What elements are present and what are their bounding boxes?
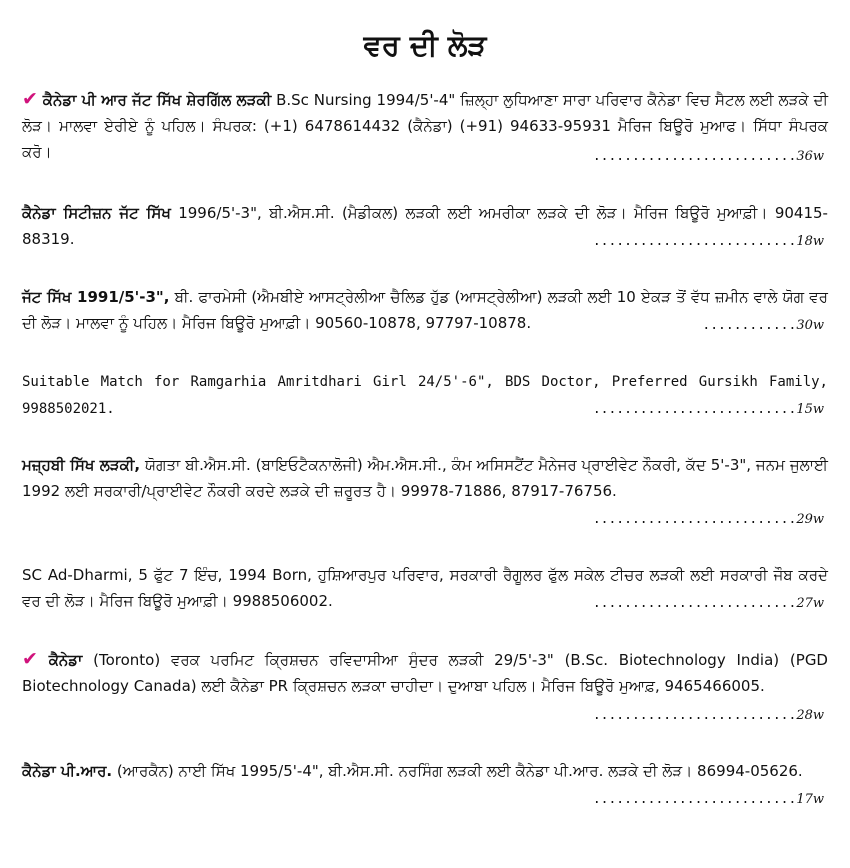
ad-reference: [593, 510, 824, 530]
ad-body: Suitable Match for Ramgarhia Amritdhari Girl 24/5'-6", BDS Doctor, Preferred Gursikh Family, 9988502021.: [22, 374, 828, 417]
ad-code: 17w: [796, 792, 824, 807]
dot-leader: ..........................: [592, 708, 797, 723]
ad-code: 15w: [796, 402, 824, 417]
ad-body: ਬੀ. ਫਾਰਮੇਸੀ (ਐਮਬੀਏ ਆਸਟ੍ਰੇਲੀਆ ਚੈਲਿਡ ਹੁੱਡ (ਆਸਟ੍ਰੇਲੀਆ) ਲੜਕੀ ਲਈ 10 ਏਕੜ ਤੋਂ ਵੱਧ ਜ਼ਮੀਨ ਵਾਲੇ ਯੋਗ ਵਰ ਦੀ ਲੋੜ। ਮਾਲਵਾ ਨੂੰ ਪਹਿਲ। ਮੈਰਿਜ ਬਿਊਰੋ ਮੁਆਫ਼ੀ। 90560-10878, 97797-10878.: [22, 288, 828, 332]
ad-reference: [593, 594, 824, 614]
ad-body: B.Sc Nursing 1994/5'-4" ਜ਼ਿਲ੍ਹਾ ਲੁਧਿਆਣਾ ਸਾਰਾ ਪਰਿਵਾਰ ਕੈਨੇਡਾ ਵਿਚ ਸੈਟਲ ਲਈ ਲੜਕੇ ਦੀ ਲੋੜ। ਮਾਲਵਾ ਏਰੀਏ ਨੂੰ ਪਹਿਲ। ਸੰਪਰਕ: (+1) 6478614432 (ਕੈਨੇਡਾ) (+91) 94633-95931 ਮੈਰਿਜ ਬਿਊਰੋ ਮੁਆਫ। ਸਿੱਧਾ ਸੰਪਰਕ ਕਰੋ।: [22, 91, 828, 161]
ad-code: 27w: [796, 596, 824, 611]
ad-reference: [702, 316, 824, 336]
ad-body: SC Ad-Dharmi, 5 ਫੁੱਟ 7 ਇੰਚ, 1994 Born, ਹੁਸ਼ਿਆਰਪੁਰ ਪਰਿਵਾਰ, ਸਰਕਾਰੀ ਰੈਗੂਲਰ ਫੁੱਲ ਸਕੇਲ ਟੀਚਰ ਲੜਕੀ ਲਈ ਸਰਕਾਰੀ ਜੌਬ ਕਰਦੇ ਵਰ ਦੀ ਲੋੜ। ਮੈਰਿਜ ਬਿਊਰੋ ਮੁਆਫ਼ੀ। 9988506002.: [22, 566, 828, 610]
dot-leader: ..........................: [592, 234, 797, 249]
ad-body: ਯੋਗਤਾ ਬੀ.ਐਸ.ਸੀ. (ਬਾਇਓਟੈਕਨਾਲੋਜੀ) ਐਮ.ਐਸ.ਸੀ., ਕੰਮ ਅਸਿਸਟੈਂਟ ਮੈਨੇਜਰ ਪ੍ਰਾਈਵੇਟ ਨੌਕਰੀ, ਕੱਦ 5'-3", ਜਨਮ ਜੁਲਾਈ 1992 ਲਈ ਸਰਕਾਰੀ/ਪ੍ਰਾਈਵੇਟ ਨੌਕਰੀ ਕਰਦੇ ਲੜਕੇ ਦੀ ਜ਼ਰੂਰਤ ਹੈ। 99978-71886, 87917-76756.: [22, 456, 828, 500]
ad-5: [22, 452, 828, 504]
ad-body: (Toronto) ਵਰਕ ਪਰਮਿਟ ਕ੍ਰਿਸ਼ਚਨ ਰਵਿਦਾਸੀਆ ਸੁੰਦਰ ਲੜਕੀ 29/5'-3" (B.Sc. Biotechnology India) (PGD Biotechnology Canada) ਲਈ ਕੈਨੇਡਾ PR ਕ੍ਰਿਸ਼ਚਨ ਲੜਕਾ ਚਾਹੀਦਾ। ਦੁਆਬਾ ਪਹਿਲ। ਮੈਰਿਜ ਬਿਊਰੋ ਮੁਆਫ਼, 9465466005.: [22, 651, 828, 695]
ad-code: 29w: [796, 512, 824, 527]
ad-lead: ਕੈਨੇਡਾ: [48, 651, 83, 669]
ad-8: [22, 758, 828, 784]
ad-lead: ਮਜ਼੍ਹਬੀ ਸਿੱਖ ਲੜਕੀ,: [22, 456, 141, 474]
dot-leader: ..........................: [592, 149, 797, 164]
ad-lead: ਕੈਨੇਡਾ ਪੀ ਆਰ ਜੱਟ ਸਿੱਖ ਸ਼ੇਰਗਿੱਲ ਲੜਕੀ: [42, 91, 272, 109]
ad-body: 1996/5'-3", ਬੀ.ਐਸ.ਸੀ. (ਮੈਡੀਕਲ) ਲੜਕੀ ਲਈ ਅਮਰੀਕਾ ਲੜਕੇ ਦੀ ਲੋੜ। ਮੈਰਿਜ ਬਿਊਰੋ ਮੁਆਫ਼ੀ। 90415-88319.: [22, 204, 828, 248]
dot-leader: ..........................: [592, 512, 797, 527]
ad-lead: ਕੈਨੇਡਾ ਪੀ.ਆਰ.: [22, 762, 113, 780]
checkmark-icon: ✔: [22, 648, 38, 670]
ad-reference: [593, 706, 824, 726]
ad-code: 30w: [796, 318, 824, 333]
ad-code: 18w: [796, 234, 824, 249]
ad-body: (ਆਰਕੈਨ) ਨਾਈ ਸਿੱਖ 1995/5'-4", ਬੀ.ਐਸ.ਸੀ. ਨਰਸਿੰਗ ਲੜਕੀ ਲਈ ਕੈਨੇਡਾ ਪੀ.ਆਰ. ਲੜਕੇ ਦੀ ਲੋੜ। 86994-05626.: [116, 762, 803, 780]
ad-reference: [593, 147, 824, 167]
dot-leader: ..........................: [592, 792, 797, 807]
page-title: ਵਰ ਦੀ ਲੋੜ: [363, 28, 487, 62]
checkmark-icon: ✔: [22, 88, 38, 110]
ad-lead: ਜੱਟ ਸਿੱਖ 1991/5'-3",: [22, 288, 170, 306]
ad-reference: [593, 400, 824, 420]
ad-code: 36w: [796, 149, 824, 164]
ad-lead: ਕੈਨੇਡਾ ਸਿਟੀਜ਼ਨ ਜੱਟ ਸਿੱਖ: [22, 204, 171, 222]
ad-7: [22, 646, 828, 699]
ad-code: 28w: [796, 708, 824, 723]
ad-reference: [593, 790, 824, 810]
dot-leader: ............: [702, 318, 797, 333]
ad-reference: [593, 232, 824, 252]
dot-leader: ..........................: [592, 596, 797, 611]
dot-leader: ..........................: [592, 402, 797, 417]
